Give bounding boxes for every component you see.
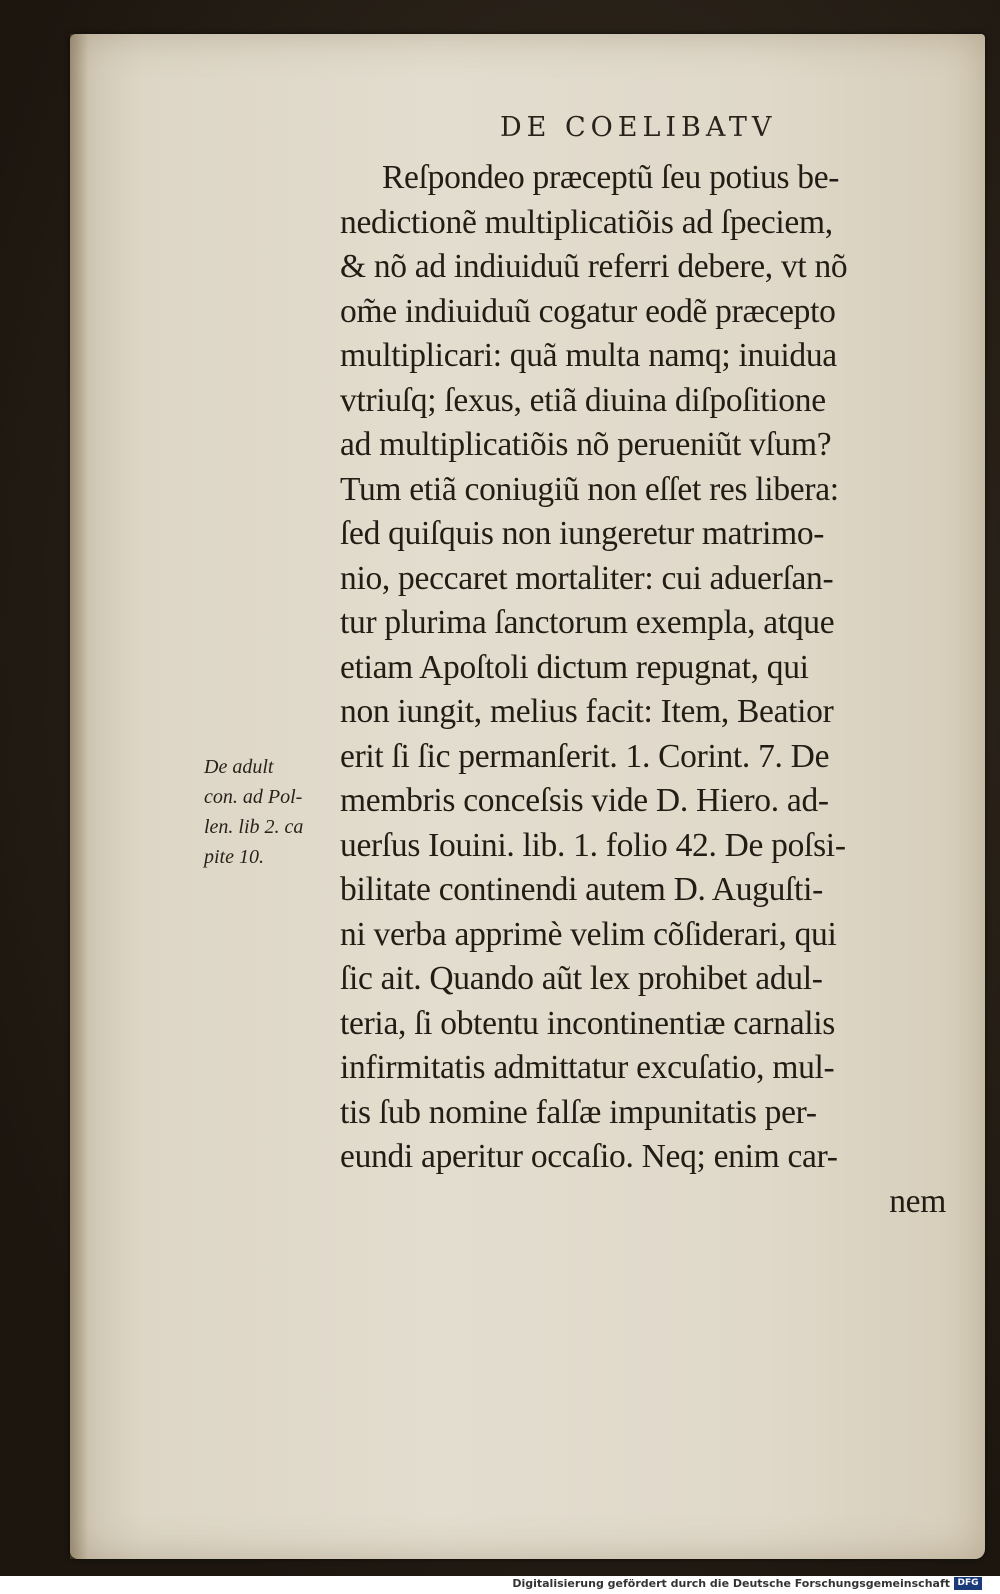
text-line: non iungit, melius facit: Item, Beatior	[340, 693, 834, 730]
text-line: & nõ ad indiuiduũ referri debere, vt nõ	[340, 248, 848, 285]
text-line: om̃e indiuiduũ cogatur eodẽ præcepto	[340, 292, 836, 330]
text-line: infirmitatis admittatur excuſatio, mul-	[340, 1049, 835, 1086]
text-line: Tum etiã coniugiũ non eſſet res libera:	[340, 470, 839, 508]
text-line: bilitate continendi autem D. Auguſti-	[340, 871, 823, 908]
page-gutter-shadow	[70, 34, 88, 1559]
text-line: ſed quiſquis non iungeretur matrimo-	[340, 515, 825, 552]
text-line: multiplicari: quã multa namq; inuidua	[340, 337, 837, 374]
text-line: ſic ait. Quando aũt lex prohibet adul-	[340, 960, 823, 997]
text-line: uerſus Iouini. lib. 1. folio 42. De poſsi-	[340, 826, 846, 864]
text-line: vtriuſq; ſexus, etiã diuina diſpoſitione	[340, 381, 826, 419]
body-text	[340, 156, 960, 1224]
text-line: teria, ſi obtentu incontinentiæ carnalis	[340, 1004, 836, 1042]
dfg-logo: DFG	[954, 1577, 982, 1590]
text-line: erit ſi ſic permanſerit. 1. Corint. 7. De	[340, 737, 830, 775]
text-line: ad multiplicatiõis nõ perueniũt vſum?	[340, 426, 832, 463]
catchword: nem	[889, 1182, 946, 1220]
margin-note-line: con. ad Pol-	[204, 786, 303, 808]
text-line: nedictionẽ multiplicatiõis ad ſpeciem,	[340, 203, 833, 241]
text-line: ni verba apprimè velim cõſiderari, qui	[340, 915, 837, 953]
text-line: tur plurima ſanctorum exempla, atque	[340, 604, 835, 641]
footer-credit: Digitalisierung gefördert durch die Deutsche Forschungsgemeinschaft	[512, 1577, 950, 1590]
margin-note-line: len. lib 2. ca	[204, 816, 304, 838]
text-line: Reſpondeo præceptũ ſeu potius be-	[382, 159, 840, 196]
margin-note-line: pite 10.	[204, 846, 264, 868]
text-line: tis ſub nomine falſæ impunitatis per-	[340, 1093, 817, 1131]
text-line: membris conceſsis vide D. Hiero. ad-	[340, 782, 829, 819]
margin-note-line: De adult	[204, 756, 274, 778]
text-line: nio, peccaret mortaliter: cui aduerſan-	[340, 559, 834, 597]
margin-note	[204, 752, 344, 872]
running-head: DE COELIBATV	[500, 112, 777, 143]
text-line: etiam Apoſtoli dictum repugnat, qui	[340, 648, 809, 686]
text-line: eundi aperitur occaſio. Neq; enim car-	[340, 1138, 838, 1175]
